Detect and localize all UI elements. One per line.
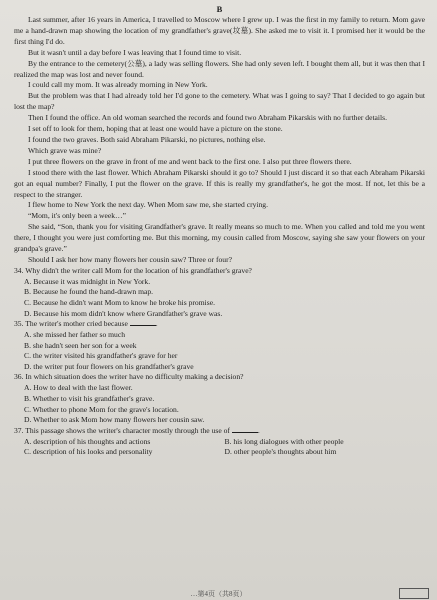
question-36 (14, 372, 425, 425)
question-stem: 36. In which situation does the writer have no difficulty making a decision? (14, 372, 244, 382)
passage-paragraph: Should I ask her how many flowers her cousin saw? Three or four? (28, 254, 232, 264)
passage-paragraph: I found the two graves. Both said Abraham Pikarski, no pictures, nothing else. (28, 134, 266, 144)
option-d: D. other people's thoughts about him (224, 447, 337, 457)
passage-paragraph: She said, “Son, thank you for visiting Grandfather's grave. It really means so much to me. When you called and told me you went there, I thought you were just comforting me. But this morning, my cousin called from Moscow, saying she saw your flowers on your grandpa's grave.” (14, 222, 425, 254)
question-34 (14, 266, 425, 319)
passage-paragraph: Which grave was mine? (28, 145, 102, 155)
question-stem (14, 426, 425, 437)
option-d: D. the writer put four flowers on his grandfather's grave (24, 361, 194, 371)
answer-blank (232, 426, 258, 433)
option-b: B. his long dialogues with other people (224, 436, 344, 446)
question-stem-text: 35. The writer's mother cried because (14, 319, 128, 329)
passage-paragraph: I put three flowers on the grave in front of me and went back to the first one. I also put three flowers there. (28, 156, 352, 166)
question-37 (14, 426, 425, 458)
passage-paragraph: I stood there with the last flower. Which Abraham Pikarski should it go to? Should I just discard it so that each Abraham Pikarski got an equal number? Finally, I put the flower on the grave. If this is really my grandfather's, he got the most. If not, let this be a respect to the stranger. (14, 167, 425, 199)
passage-paragraph: But the problem was that I had already told her I'd gone to the cemetery. What was I going to say? That I decided to go again but lost the map? (14, 91, 425, 112)
option-d: D. Because his mom didn't know where Grandfather's grave was. (24, 308, 223, 318)
passage-paragraph: I set off to look for them, hoping that at least one would have a picture on the stone. (28, 124, 283, 134)
reading-passage (14, 15, 425, 266)
passage-paragraph: I could call my mom. It was already morning in New York. (28, 80, 208, 90)
option-c: C. Because he didn't want Mom to know he broke his promise. (24, 297, 215, 307)
question-35 (14, 319, 425, 372)
question-stem-text: 37. This passage shows the writer's character mostly through the use of (14, 425, 230, 435)
question-stem-end: . (257, 425, 260, 435)
option-b: B. Whether to visit his grandfather's grave. (24, 393, 155, 403)
passage-paragraph: “Mom, it's only been a week…” (28, 211, 126, 221)
passage-paragraph: But it wasn't until a day before I was leaving that I found time to visit. (28, 47, 242, 57)
score-box (399, 588, 429, 599)
option-c: C. Whether to phone Mom for the grave's location. (24, 404, 179, 414)
passage-paragraph: By the entrance to the cemetery(公墓), a lady was selling flowers. She had only seven left. I bought them all, but it was then that I realized the map was lost and never found. (14, 58, 425, 79)
option-row (24, 437, 425, 448)
option-a: A. description of his thoughts and actions (24, 436, 151, 446)
option-a: A. How to deal with the last flower. (24, 383, 133, 393)
option-c: C. the writer visited his grandfather's grave for her (24, 351, 178, 361)
passage-paragraph: Last summer, after 16 years in America, I travelled to Moscow where I grew up. I was the first in my family to return. Mom gave me a hand-drawn map showing the location of my grandfather's grave(坟墓). She asked me to visit it. I promised her it would be the first thing I'd do. (14, 15, 425, 46)
option-b: B. she hadn't seen her son for a week (24, 340, 137, 350)
passage-paragraph: I flew home to New York the next day. When Mom saw me, she started crying. (28, 200, 268, 210)
question-stem-end: . (155, 319, 158, 329)
answer-blank (130, 319, 158, 329)
question-stem (14, 319, 425, 330)
question-stem: 34. Why didn't the writer call Mom for the location of his grandfather's grave? (14, 265, 252, 275)
section-label: B (216, 4, 223, 14)
option-a: A. Because it was midnight in New York. (24, 276, 151, 286)
option-c: C. description of his looks and personality (24, 447, 153, 457)
option-b: B. Because he found the hand-drawn map. (24, 287, 154, 297)
page-footer: …第4页（共8页） (190, 590, 247, 598)
option-row (24, 447, 425, 458)
option-a: A. she missed her father so much (24, 330, 126, 340)
passage-paragraph: Then I found the office. An old woman searched the records and found two Abraham Pikarskis with no further details. (28, 113, 387, 123)
option-d: D. Whether to ask Mom how many flowers her cousin saw. (24, 415, 205, 425)
